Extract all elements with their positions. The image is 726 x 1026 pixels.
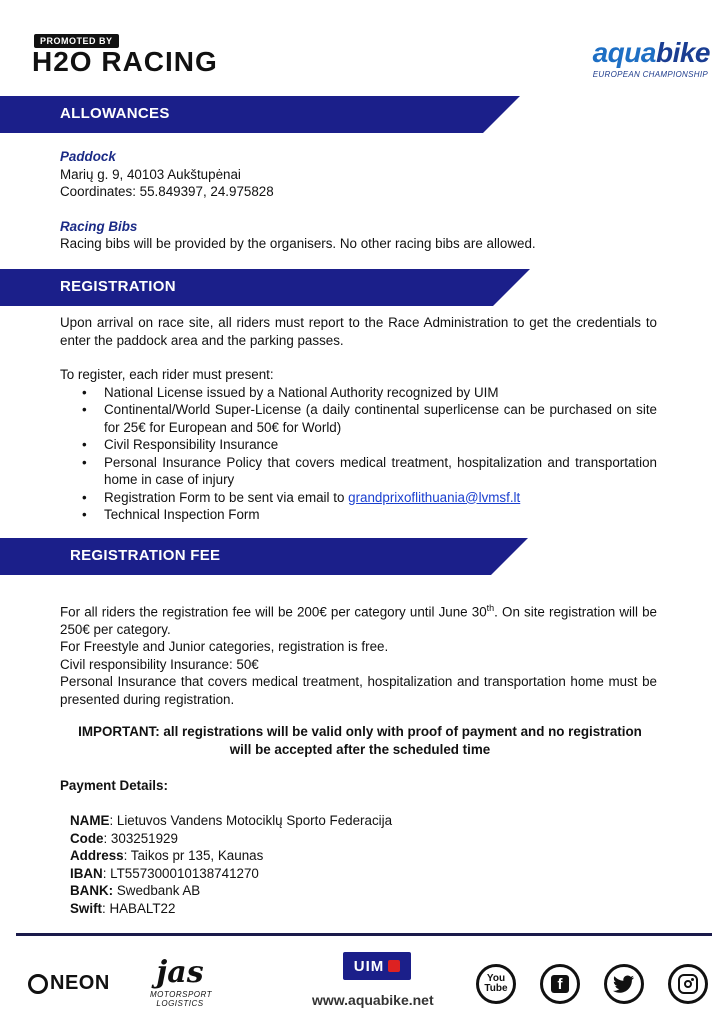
section-bar-allowances [0,96,520,133]
uim-flag-icon [388,960,400,972]
website-link[interactable]: www.aquabike.net [312,992,434,1008]
allowances-content [60,148,660,253]
facebook-glyph: f [551,975,569,993]
payment-label: BANK: [70,883,114,898]
registration-email-link[interactable]: grandprixoflithuania@lvmsf.lt [348,489,521,505]
important-notice: IMPORTANT: all registrations will be valid only with proof of payment and no registration will be accepted after the scheduled time [78,724,642,757]
racing-bibs-heading: Racing Bibs [60,218,138,234]
list-item [60,384,657,402]
list-item [60,436,657,454]
aquabike-subtitle: EUROPEAN CHAMPIONSHIP [592,70,708,79]
list-item [60,489,657,507]
payment-label: Swift [70,900,102,916]
payment-value: : Taikos pr 135, Kaunas [123,848,264,863]
payment-value: : LT557300010138741270 [102,865,259,881]
requirement-civil-insurance: Civil Responsibility Insurance [104,437,279,452]
instagram-glyph [678,974,698,994]
uim-logo-text: UIM [353,957,385,975]
h2o-racing-logo: H2O RACING [32,46,218,77]
jas-logo-text: jas [156,955,204,990]
payment-row-swift [70,900,670,918]
promoted-by-badge: PROMOTED BY [34,34,119,48]
uim-logo [343,952,411,980]
youtube-icon-top: You [486,973,506,984]
neon-logo-text: NEON [50,972,110,994]
list-item [60,454,657,489]
payment-row-name [70,812,670,830]
payment-value: : 303251929 [103,830,178,846]
instagram-icon[interactable] [668,964,708,1004]
twitter-icon[interactable] [604,964,644,1004]
section-title-allowances: ALLOWANCES [60,105,170,122]
payment-value: : Lietuvos Vandens Motociklų Sporto Federacija [109,813,393,828]
jas-logo [140,955,220,1008]
youtube-icon[interactable] [476,964,516,1004]
jas-logo-sub: MOTORSPORT LOGISTICS [150,990,213,1008]
registration-fee-content [60,600,657,708]
payment-label: IBAN [70,865,103,881]
section-title-registration: REGISTRATION [60,278,176,295]
list-item [60,506,657,524]
payment-row-iban [70,865,670,883]
registration-list-intro: To register, each rider must present: [60,367,274,382]
requirement-technical-inspection: Technical Inspection Form [104,507,260,522]
requirement-national-license: National License issued by a National Authority recognized by UIM [104,384,499,400]
list-item [60,401,657,436]
payment-row-code [70,830,670,848]
payment-details-list [70,812,670,917]
youtube-icon-bottom: Tube [484,983,508,994]
paddock-address: Marių g. 9, 40103 Aukštupėnai [60,166,241,182]
fee-text-b: . On site registration will be 250€ per category. [60,604,657,637]
payment-label: Code [70,830,104,846]
payment-row-bank [70,882,670,900]
section-bar-registration-fee [0,538,528,575]
neon-circle-icon [28,974,48,994]
payment-value: Swedbank AB [113,883,201,898]
aquabike-logo-main: aqua [592,37,656,68]
racing-bibs-text: Racing bibs will be provided by the organisers. No other racing bibs are allowed. [60,236,536,251]
fee-paragraph-2: For Freestyle and Junior categories, registration is free. [60,639,389,655]
paddock-heading: Paddock [60,149,116,164]
requirement-personal-insurance: Personal Insurance Policy that covers medical treatment, hospitalization and transportation home in case of injury [104,454,657,487]
requirement-registration-form: Registration Form to be sent via email to [104,489,349,505]
payment-details-heading: Payment Details: [60,778,168,793]
registration-intro: Upon arrival on race site, all riders must report to the Race Administration to get the credentials to enter the paddock area and the parking passes. [60,315,657,348]
facebook-icon[interactable] [540,964,580,1004]
neon-logo [28,972,110,995]
fee-superscript: th [486,603,495,613]
payment-value: : HABALT22 [102,900,176,916]
fee-text-a: For all riders the registration fee will be 200€ per category until June 30 [60,604,487,620]
payment-row-address [70,847,670,865]
aquabike-logo-accent: bike [655,37,710,68]
aquabike-logo [560,38,710,84]
fee-paragraph-4: Personal Insurance that covers medical treatment, hospitalization and transportation home must be presented during registration. [60,674,657,707]
requirement-super-license: Continental/World Super-License (a daily continental superlicense can be purchased on site for 25€ for European and 50€ for World) [104,402,657,435]
section-bar-registration [0,269,530,306]
paddock-coordinates: Coordinates: 55.849397, 24.975828 [60,184,274,199]
fee-paragraph-1 [60,600,657,638]
payment-label: NAME [70,813,110,828]
footer-divider [16,933,712,936]
section-title-registration-fee: REGISTRATION FEE [70,547,221,564]
payment-label: Address [70,848,124,863]
fee-paragraph-3: Civil responsibility Insurance: 50€ [60,656,259,672]
registration-requirements-list [60,384,657,524]
registration-content [60,314,657,524]
